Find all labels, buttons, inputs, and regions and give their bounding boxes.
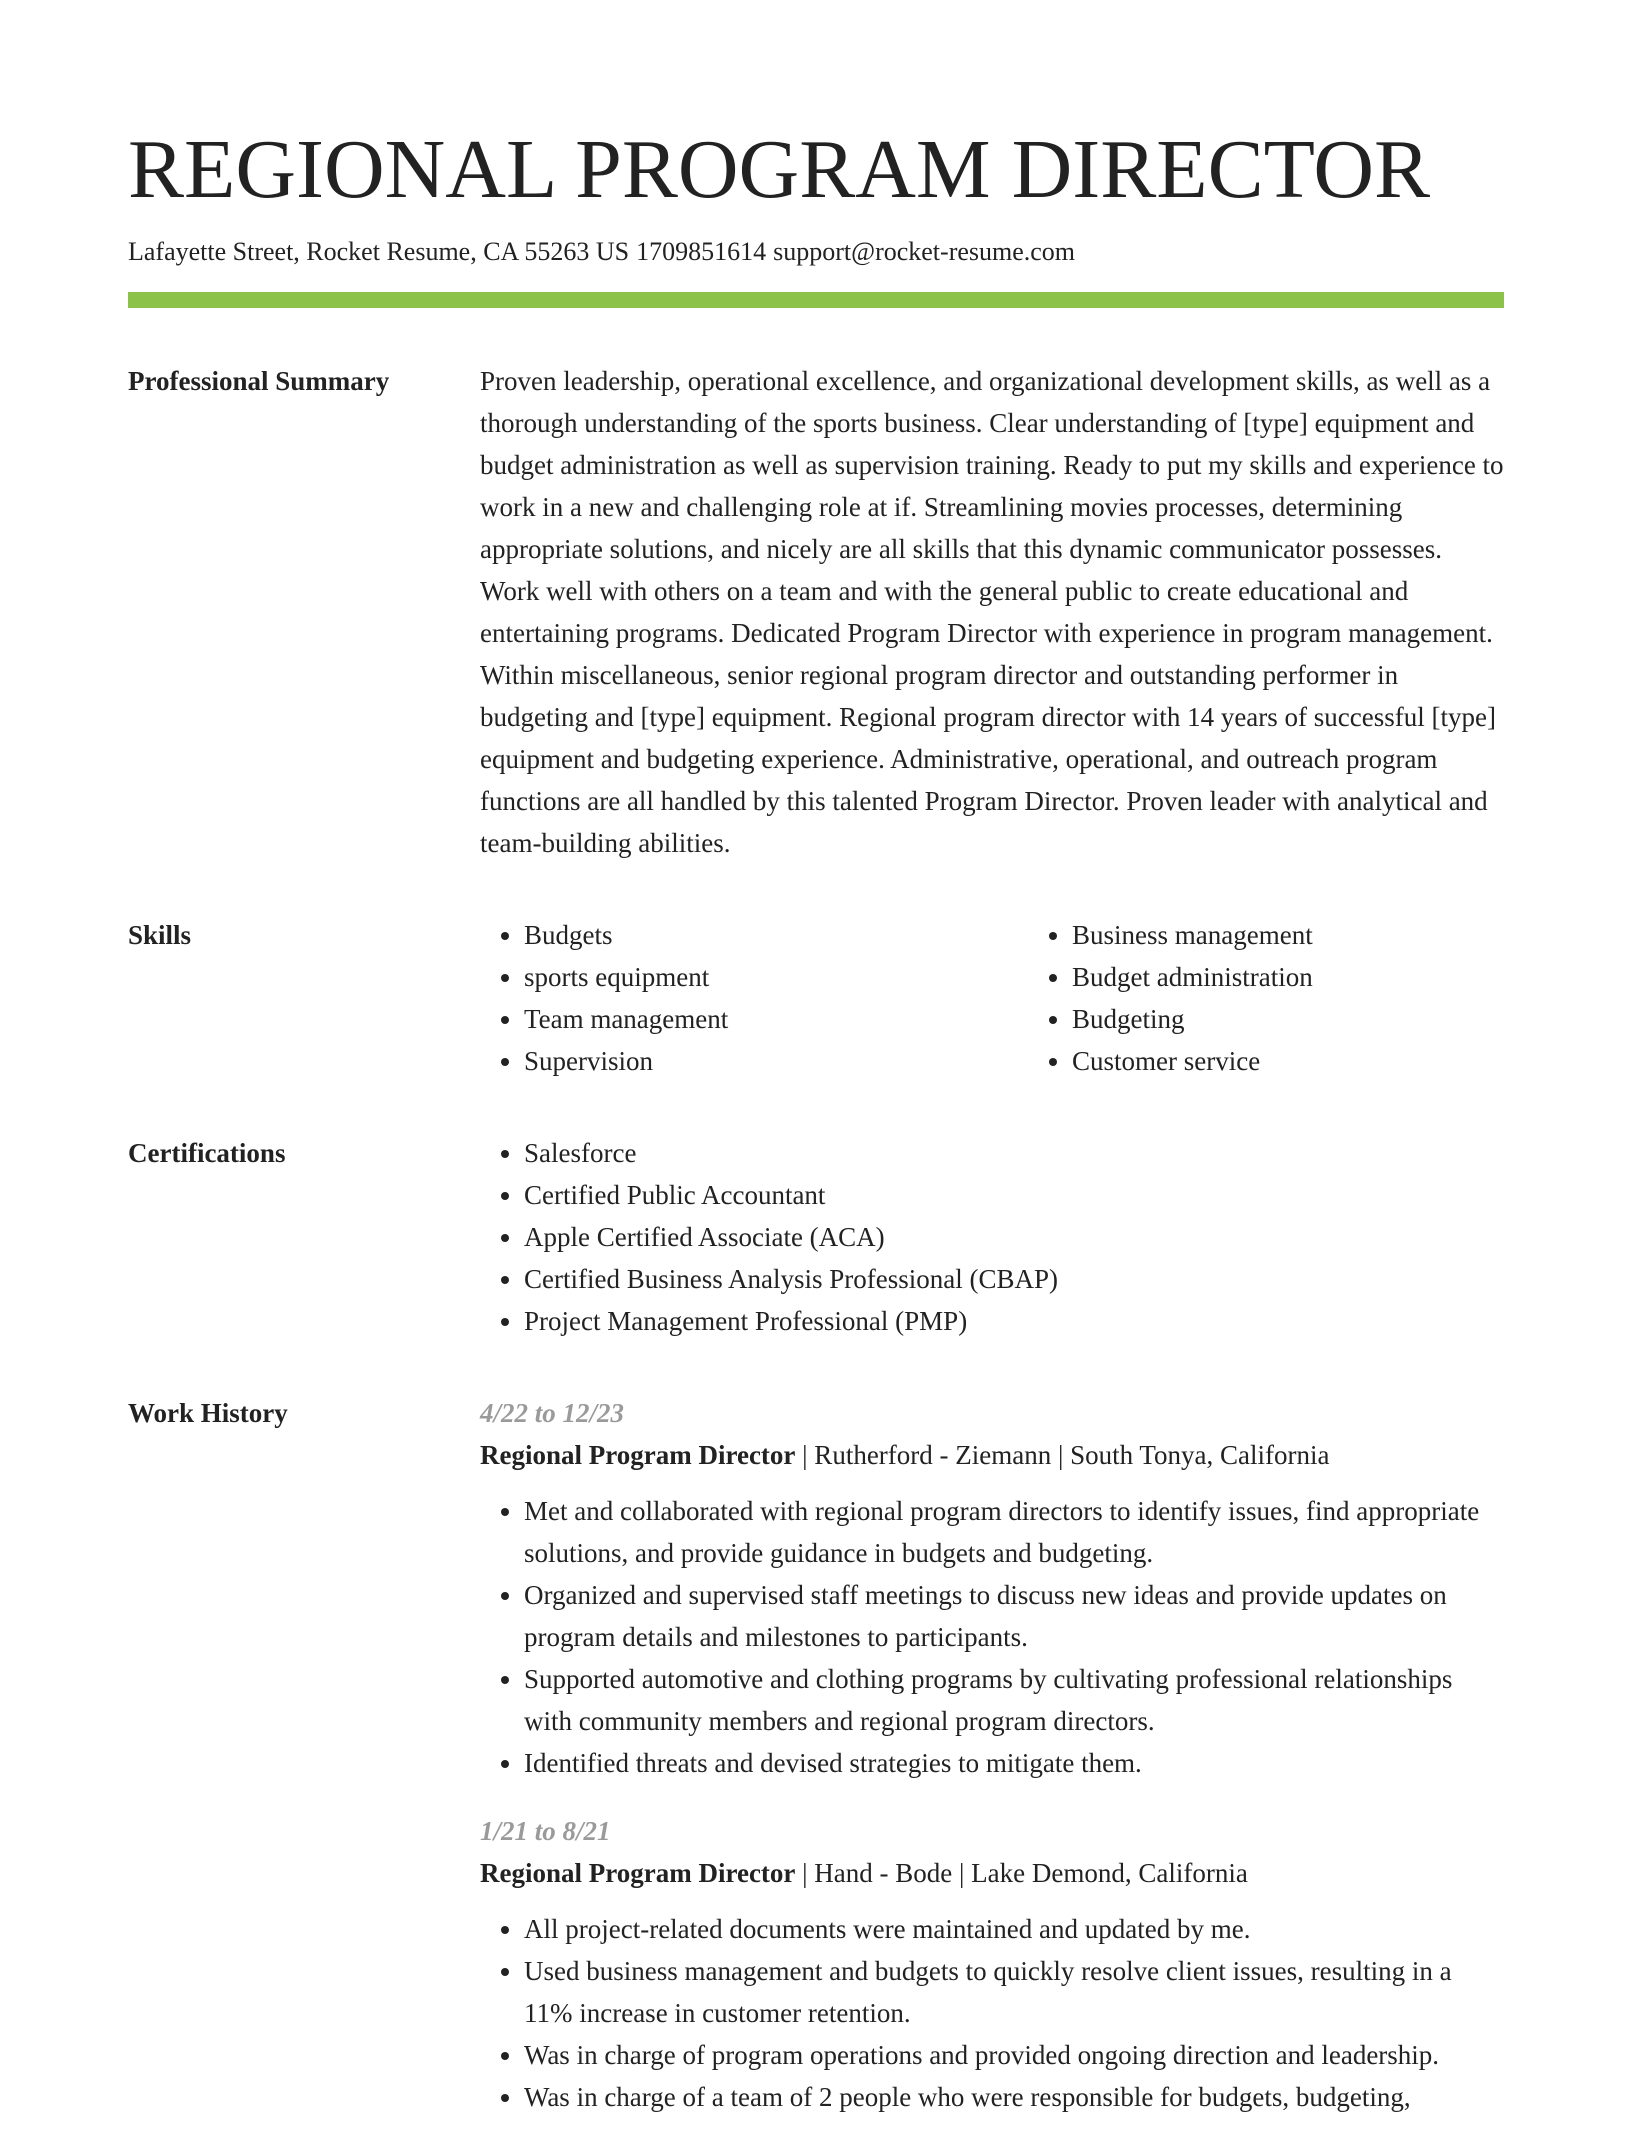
job-bullet: • Identified threats and devised strategies to mitigate them. xyxy=(524,1742,1504,1784)
job-bullet: • Met and collaborated with regional program directors to identify issues, find appropriate solutions, and provide guidance in budgets and budgeting. xyxy=(524,1490,1504,1574)
certification-item: • Apple Certified Associate (ACA) xyxy=(524,1216,1504,1258)
skill-item: • sports equipment xyxy=(524,956,1028,998)
contact-email: support@rocket-resume.com xyxy=(773,237,1076,266)
contact-address: Lafayette Street, Rocket Resume, CA 55263 US xyxy=(128,237,630,266)
certifications-list xyxy=(480,1132,1504,1342)
certifications-section xyxy=(128,1132,1504,1342)
skill-item: • Budgeting xyxy=(1072,998,1576,1040)
job-bullets xyxy=(480,1908,1504,2118)
job-dates: 1/21 to 8/21 xyxy=(480,1816,611,1846)
section-label-skills: Skills xyxy=(128,920,192,950)
certification-item: • Certified Business Analysis Professional (CBAP) xyxy=(524,1258,1504,1300)
summary-text: Proven leadership, operational excellence, and organizational development skills, as well as a thorough understanding of the sports business. Clear understanding of [type] equipment and budget administration as well as supervision training. Ready to put my skills and experience to work in a new and challenging role at if. Streamlining movies processes, determining appropriate solutions, and nicely are all skills that this dynamic communicator possesses. Work well with others on a team and with the general public to create educational and entertaining programs. Dedicated Program Director with experience in program management. Within miscellaneous, senior regional program director and outstanding performer in budgeting and [type] equipment. Regional program director with 14 years of successful [type] equipment and budgeting experience. Administrative, operational, and outreach program functions are all handled by this talented Program Director. Proven leader with analytical and team-building abilities. xyxy=(480,366,1504,858)
summary-section xyxy=(128,360,1504,864)
accent-divider xyxy=(128,292,1504,308)
section-label-summary: Professional Summary xyxy=(128,366,390,396)
skills-section xyxy=(128,914,1504,1082)
job-bullet: • All project-related documents were maintained and updated by me. xyxy=(524,1908,1504,1950)
contact-line xyxy=(128,234,1504,270)
job-bullets xyxy=(480,1490,1504,1784)
skill-item: • Business management xyxy=(1072,914,1576,956)
job-entry xyxy=(480,1392,1504,1784)
contact-phone: 1709851614 xyxy=(636,237,767,266)
skill-item: • Team management xyxy=(524,998,1028,1040)
job-bullet: • Was in charge of a team of 2 people who were responsible for budgets, budgeting, xyxy=(524,2076,1504,2118)
skill-item: • Supervision xyxy=(524,1040,1028,1082)
job-role-line xyxy=(480,1852,1504,1894)
job-title: Regional Program Director xyxy=(480,1440,796,1470)
job-entry xyxy=(480,1810,1504,2118)
job-title: Regional Program Director xyxy=(480,1858,796,1888)
skills-list-right xyxy=(1028,914,1576,1082)
section-label-work-history: Work History xyxy=(128,1398,288,1428)
job-bullet: • Organized and supervised staff meetings to discuss new ideas and provide updates on program details and milestones to participants. xyxy=(524,1574,1504,1658)
certification-item: • Project Management Professional (PMP) xyxy=(524,1300,1504,1342)
work-history-section xyxy=(128,1392,1504,2144)
job-bullet: • Was in charge of program operations and provided ongoing direction and leadership. xyxy=(524,2034,1504,2076)
resume-title: REGIONAL PROGRAM DIRECTOR xyxy=(128,123,1431,216)
certification-item: • Certified Public Accountant xyxy=(524,1174,1504,1216)
section-label-certifications: Certifications xyxy=(128,1138,286,1168)
job-bullet: • Supported automotive and clothing programs by cultivating professional relationships with community members and regional program directors. xyxy=(524,1658,1504,1742)
job-dates: 4/22 to 12/23 xyxy=(480,1398,625,1428)
job-details: | Rutherford - Ziemann | South Tonya, California xyxy=(795,1440,1330,1470)
job-bullet: • Used business management and budgets to quickly resolve client issues, resulting in a 11% increase in customer retention. xyxy=(524,1950,1504,2034)
certification-item: • Salesforce xyxy=(524,1132,1504,1174)
job-role-line xyxy=(480,1434,1504,1476)
skill-item: • Customer service xyxy=(1072,1040,1576,1082)
skills-list-left xyxy=(480,914,1028,1082)
skill-item: • Budgets xyxy=(524,914,1028,956)
skill-item: • Budget administration xyxy=(1072,956,1576,998)
job-details: | Hand - Bode | Lake Demond, California xyxy=(795,1858,1248,1888)
resume-page xyxy=(128,118,1504,2144)
